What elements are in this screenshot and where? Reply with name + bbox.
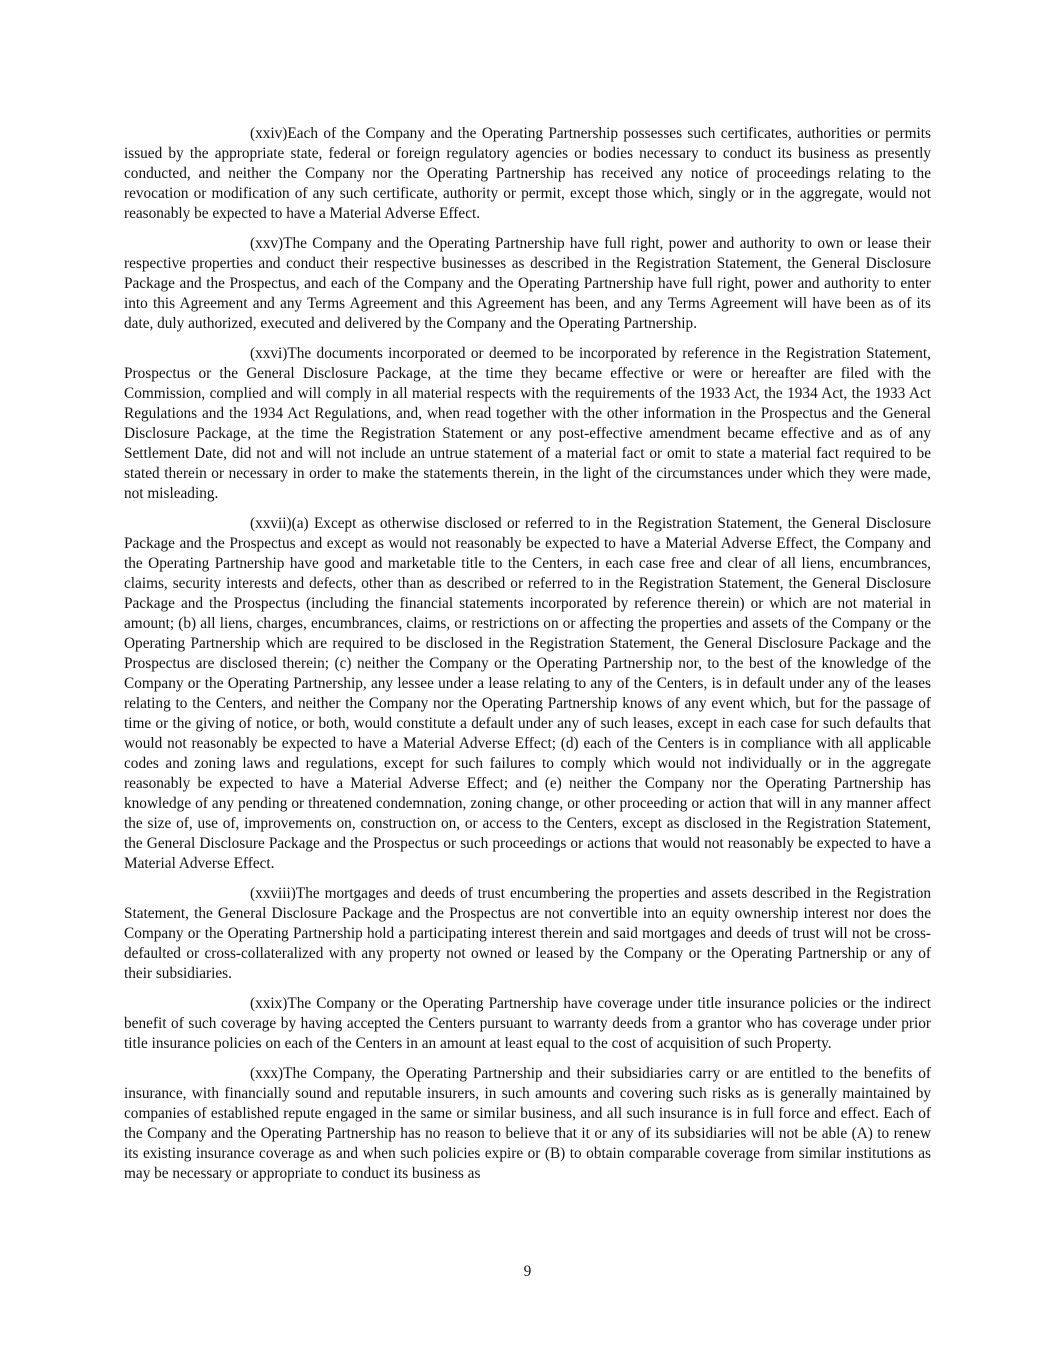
paragraph-xxviii — [124, 884, 931, 984]
paragraph-number: (xxix) — [250, 995, 288, 1012]
paragraph-text: The Company or the Operating Partnership have coverage under title insurance policies or the indirect benefit of such coverage by having accepted the Centers pursuant to warranty deeds from a grantor who has coverage under prior title insurance policies on each of the Centers in an amount at least equal to the cost of acquisition of such Property. — [124, 995, 931, 1052]
paragraph-text: (a) Except as otherwise disclosed or referred to in the Registration Statement, the General Disclosure Package and the Prospectus and except as would not reasonably be expected to have a Material Adverse Effect, the Company and the Operating Partnership have good and marketable title to the Centers, in each case free and clear of all liens, encumbrances, claims, security interests and defects, other than as described or referred to in the Registration Statement, the General Disclosure Package and the Prospectus (including the financial statements incorporated by reference therein) or which are not material in amount; (b) all liens, charges, encumbrances, claims, or restrictions on or affecting the properties and assets of the Company or the Operating Partnership which are required to be disclosed in the Registration Statement, the General Disclosure Package and the Prospectus are disclosed therein; (c) neither the Company or the Operating Partnership nor, to the best of the knowledge of the Company or the Operating Partnership, any lessee under a lease relating to any of the Centers, is in default under any of the leases relating to the Centers, and neither the Company nor the Operating Partnership knows of any event which, but for the passage of time or the giving of notice, or both, would constitute a default under any of such leases, except in each case for such defaults that would not reasonably be expected to have a Material Adverse Effect; (d) each of the Centers is in compliance with all applicable codes and zoning laws and regulations, except for such failures to comply which would not individually or in the aggregate reasonably be expected to have a Material Adverse Effect; and (e) neither the Company nor the Operating Partnership has knowledge of any pending or threatened condemnation, zoning change, or other proceeding or action that will in any manner affect the size of, use of, improvements on, construction on, or access to the Centers, except as disclosed in the Registration Statement, the General Disclosure Package and the Prospectus or such proceedings or actions that would not reasonably be expected to have a Material Adverse Effect. — [124, 515, 931, 872]
paragraph-xxvi — [124, 344, 931, 504]
paragraph-text: Each of the Company and the Operating Partnership possesses such certificates, authorities or permits issued by the appropriate state, federal or foreign regulatory agencies or bodies necessary to conduct its business as presently conducted, and neither the Company nor the Operating Partnership has received any notice of proceedings relating to the revocation or modification of any such certificate, authority or permit, except those which, singly or in the aggregate, would not reasonably be expected to have a Material Adverse Effect. — [124, 125, 931, 222]
paragraph-xxv — [124, 234, 931, 334]
paragraph-xxix — [124, 994, 931, 1054]
paragraph-number: (xxviii) — [250, 885, 296, 902]
paragraph-xxiv — [124, 124, 931, 224]
paragraph-text: The Company, the Operating Partnership and their subsidiaries carry or are entitled to the benefits of insurance, with financially sound and reputable insurers, in such amounts and covering such risks as is generally maintained by companies of established repute engaged in the same or similar business, and all such insurance is in full force and effect. Each of the Company and the Operating Partnership has no reason to believe that it or any of its subsidiaries will not be able (A) to renew its existing insurance coverage as and when such policies expire or (B) to obtain comparable coverage from similar institutions as may be necessary or appropriate to conduct its business as — [124, 1065, 931, 1182]
paragraph-number: (xxv) — [250, 235, 284, 252]
paragraph-text: The documents incorporated or deemed to be incorporated by reference in the Registration Statement, Prospectus or the General Disclosure Package, at the time they became effective or were or hereafter are filed with the Commission, complied and will comply in all material respects with the requirements of the 1933 Act, the 1934 Act, the 1933 Act Regulations and the 1934 Act Regulations, and, when read together with the other information in the Prospectus and the General Disclosure Package, at the time the Registration Statement or any post-effective amendment became effective and as of any Settlement Date, did not and will not include an untrue statement of a material fact or omit to state a material fact required to be stated therein or necessary in order to make the statements therein, in the light of the circumstances under which they were made, not misleading. — [124, 345, 931, 502]
paragraph-xxvii — [124, 514, 931, 874]
paragraph-number: (xxiv) — [250, 125, 288, 142]
page-number: 9 — [523, 1263, 532, 1280]
paragraph-number: (xxvii) — [250, 515, 292, 532]
paragraph-number: (xxx) — [250, 1065, 284, 1082]
paragraph-number: (xxvi) — [250, 345, 288, 362]
paragraph-text: The mortgages and deeds of trust encumbering the properties and assets described in the Registration Statement, the General Disclosure Package and the Prospectus are not convertible into an equity ownership interest nor does the Company or the Operating Partnership hold a participating interest therein and said mortgages and deeds of trust will not be cross-defaulted or cross-collateralized with any property not owned or leased by the Company or the Operating Partnership or any of their subsidiaries. — [124, 885, 931, 982]
paragraph-xxx — [124, 1064, 931, 1184]
paragraph-text: The Company and the Operating Partnership have full right, power and authority to own or lease their respective properties and conduct their respective businesses as described in the Registration Statement, the General Disclosure Package and the Prospectus, and each of the Company and the Operating Partnership have full right, power and authority to enter into this Agreement and any Terms Agreement and this Agreement has been, and any Terms Agreement will have been as of its date, duly authorized, executed and delivered by the Company and the Operating Partnership. — [124, 235, 931, 332]
document-body — [124, 124, 931, 1194]
